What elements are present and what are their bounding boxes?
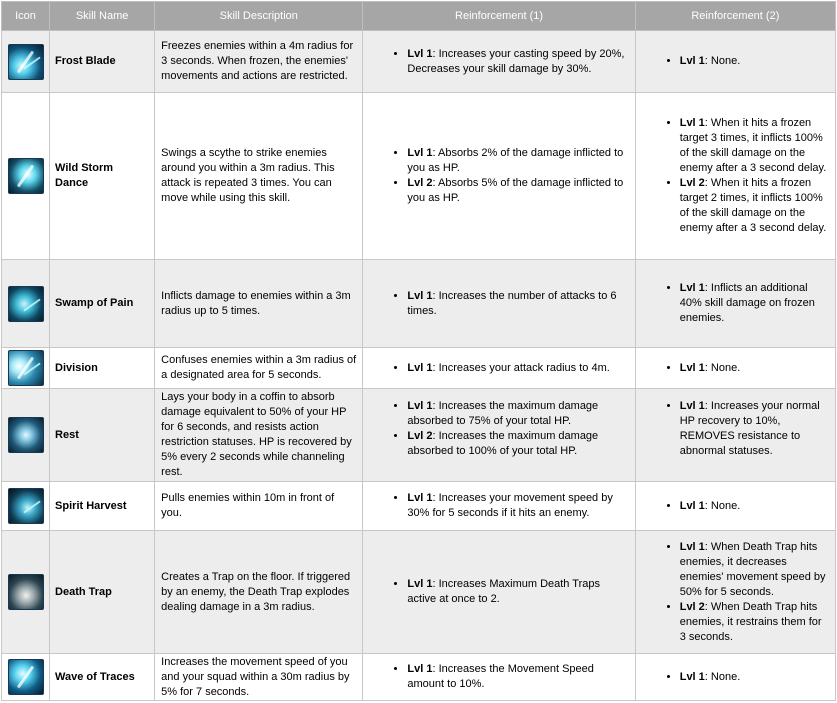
- reinforcement-1-cell: [363, 260, 635, 348]
- skill-description: Inflicts damage to enemies within a 3m radius up to 5 times.: [155, 260, 363, 348]
- skill-name: Division: [50, 348, 155, 389]
- table-row: [2, 93, 836, 260]
- reinforcement-2-cell: [635, 654, 835, 701]
- swamp-of-pain-icon: [8, 286, 44, 322]
- reinforcement-1-cell: [363, 389, 635, 482]
- skill-description: Increases the movement speed of you and your squad within a 30m radius by 5% for 7 seconds.: [155, 654, 363, 701]
- reinforcement-1-cell: [363, 93, 635, 260]
- list-item: • Lvl 1: Increases your casting speed by 20%, Decreases your skill damage by 30%.: [407, 47, 628, 77]
- skill-description: Confuses enemies within a 3m radius of a designated area for 5 seconds.: [155, 348, 363, 389]
- list-item: • Lvl 1: None.: [680, 670, 829, 685]
- reinforcement-2-cell: [635, 348, 835, 389]
- list-item: • Lvl 1: When Death Trap hits enemies, it decreases enemies' movement speed by 50% for 5 seconds.: [680, 540, 829, 600]
- skill-name: Rest: [50, 389, 155, 482]
- list-item: • Lvl 2: When Death Trap hits enemies, it restrains them for 3 seconds.: [680, 600, 829, 645]
- skill-name: Death Trap: [50, 531, 155, 654]
- table-row: [2, 260, 836, 348]
- table-row: [2, 348, 836, 389]
- reinforcement-2-cell: [635, 531, 835, 654]
- skill-name: Frost Blade: [50, 31, 155, 93]
- reinforcement-1-cell: [363, 31, 635, 93]
- table-row: [2, 654, 836, 701]
- header-reinforcement-2: Reinforcement (2): [635, 2, 835, 31]
- header-skill-description: Skill Description: [155, 2, 363, 31]
- list-item: • Lvl 1: Increases your normal HP recovery to 10%, REMOVES resistance to abnormal statuses.: [680, 399, 829, 459]
- reinforcement-2-cell: [635, 260, 835, 348]
- header-skill-name: Skill Name: [50, 2, 155, 31]
- skill-description: Freezes enemies within a 4m radius for 3 seconds. When frozen, the enemies' movements and actions are restricted.: [155, 31, 363, 93]
- skills-table: [1, 1, 836, 701]
- reinforcement-2-cell: [635, 482, 835, 531]
- list-item: • Lvl 1: Increases your movement speed by 30% for 5 seconds if it hits an enemy.: [407, 491, 628, 521]
- list-item: • Lvl 2: Absorbs 5% of the damage inflicted to you as HP.: [407, 176, 628, 206]
- list-item: • Lvl 1: Increases your attack radius to 4m.: [407, 361, 628, 376]
- skill-name: Wild Storm Dance: [50, 93, 155, 260]
- list-item: • Lvl 1: Absorbs 2% of the damage inflicted to you as HP.: [407, 146, 628, 176]
- list-item: • Lvl 1: None.: [680, 499, 829, 514]
- list-item: • Lvl 1: None.: [680, 361, 829, 376]
- skill-name: Wave of Traces: [50, 654, 155, 701]
- table-row: [2, 482, 836, 531]
- reinforcement-2-cell: [635, 389, 835, 482]
- table-row: [2, 531, 836, 654]
- header-row: [2, 2, 836, 31]
- list-item: • Lvl 1: When it hits a frozen target 3 times, it inflicts 100% of the skill damage on the enemy after a 3 second delay.: [680, 116, 829, 176]
- list-item: • Lvl 1: Inflicts an additional 40% skill damage on frozen enemies.: [680, 281, 829, 326]
- skill-description: Lays your body in a coffin to absorb damage equivalent to 50% of your HP for 6 seconds, and resists action restriction statuses. HP is recovered by 5% every 2 seconds while channeling rest.: [155, 389, 363, 482]
- list-item: • Lvl 1: None.: [680, 54, 829, 69]
- skill-description: Creates a Trap on the floor. If triggered by an enemy, the Death Trap explodes dealing damage in a 3m radius.: [155, 531, 363, 654]
- header-reinforcement-1: Reinforcement (1): [363, 2, 635, 31]
- skill-description: Pulls enemies within 10m in front of you.: [155, 482, 363, 531]
- wild-storm-dance-icon: [8, 158, 44, 194]
- skill-description: Swings a scythe to strike enemies around you within a 3m radius. This attack is repeated 3 times. You can move while using this skill.: [155, 93, 363, 260]
- skill-name: Swamp of Pain: [50, 260, 155, 348]
- death-trap-icon: [8, 574, 44, 610]
- list-item: • Lvl 2: Increases the maximum damage absorbed to 100% of your total HP.: [407, 429, 628, 459]
- reinforcement-1-cell: [363, 348, 635, 389]
- list-item: • Lvl 1: Increases Maximum Death Traps active at once to 2.: [407, 577, 628, 607]
- table-row: [2, 389, 836, 482]
- division-icon: [8, 350, 44, 386]
- reinforcement-1-cell: [363, 654, 635, 701]
- spirit-harvest-icon: [8, 488, 44, 524]
- reinforcement-2-cell: [635, 31, 835, 93]
- reinforcement-1-cell: [363, 482, 635, 531]
- rest-icon: [8, 417, 44, 453]
- header-icon: Icon: [2, 2, 50, 31]
- reinforcement-2-cell: [635, 93, 835, 260]
- reinforcement-1-cell: [363, 531, 635, 654]
- skill-name: Spirit Harvest: [50, 482, 155, 531]
- list-item: • Lvl 1: Increases the number of attacks to 6 times.: [407, 289, 628, 319]
- list-item: • Lvl 1: Increases the maximum damage absorbed to 75% of your total HP.: [407, 399, 628, 429]
- frost-blade-icon: [8, 44, 44, 80]
- list-item: • Lvl 1: Increases the Movement Speed amount to 10%.: [407, 662, 628, 692]
- list-item: • Lvl 2: When it hits a frozen target 2 times, it inflicts 100% of the skill damage on the enemy after a 3 second delay.: [680, 176, 829, 236]
- table-row: [2, 31, 836, 93]
- wave-of-traces-icon: [8, 659, 44, 695]
